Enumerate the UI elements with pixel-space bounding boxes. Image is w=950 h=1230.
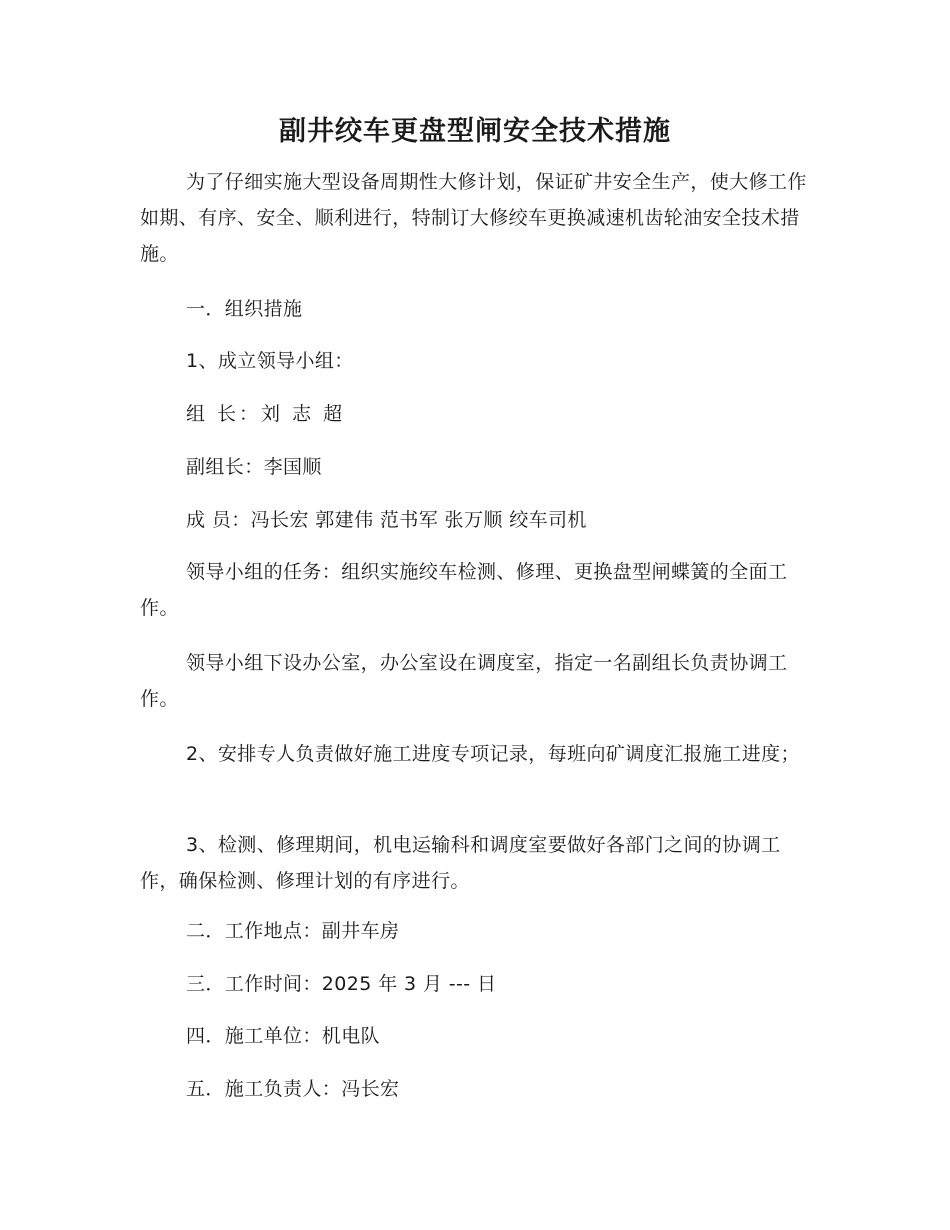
- section4-line: 四．施工单位：机电队: [186, 1025, 381, 1047]
- item1-paragraph: 1、成立领导小组：: [186, 350, 354, 372]
- item3-paragraph: 3、检测、修理期间，机电运输科和调度室要做好各部门之间的协调工作，确保检测、修理计划的有序进行。: [140, 834, 781, 892]
- task-paragraph: 领导小组的任务：组织实施绞车检测、修理、更换盘型闸蝶簧的全面工作。: [140, 561, 788, 619]
- section3-line: 三．工作时间：2025 年 3 月 --- 日: [186, 973, 497, 995]
- item2-paragraph: 2、安排专人负责做好施工进度专项记录，每班向矿调度汇报施工进度；: [186, 743, 800, 765]
- section1-heading: 一．组织措施: [186, 298, 303, 320]
- section5-line: 五．施工负责人：冯长宏: [186, 1078, 400, 1100]
- deputy-leader-line: 副组长：李国顺: [186, 456, 322, 478]
- members-line: 成 员：冯长宏 郭建伟 范书军 张万顺 绞车司机: [186, 509, 587, 531]
- leader-line: 组 长：刘 志 超: [186, 403, 346, 425]
- document-title: 副井绞车更盘型闸安全技术措施: [279, 116, 671, 147]
- intro-paragraph: 为了仔细实施大型设备周期性大修计划，保证矿井安全生产，使大修工作如期、有序、安全、顺利进行，特制订大修绞车更换减速机齿轮油安全技术措施。: [140, 171, 807, 265]
- section2-line: 二．工作地点：副井车房: [186, 920, 400, 942]
- office-paragraph: 领导小组下设办公室，办公室设在调度室，指定一名副组长负责协调工作。: [140, 652, 788, 710]
